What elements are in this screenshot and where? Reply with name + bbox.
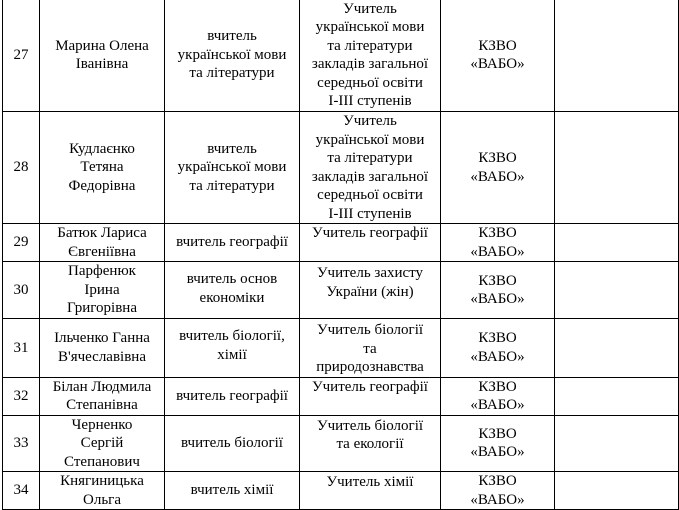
- full-name: Княгиницька Ольга: [40, 472, 165, 510]
- organization: КЗВО «ВАБО»: [441, 0, 555, 112]
- position: вчитель української мови та літератури: [165, 0, 300, 112]
- row-number: 29: [3, 224, 40, 262]
- position: вчитель біології: [165, 415, 300, 472]
- qualification: Учитель біології та природознавства: [300, 319, 441, 378]
- position: вчитель української мови та літератури: [165, 112, 300, 224]
- empty-cell: [555, 224, 679, 262]
- table-row: [3, 0, 679, 112]
- empty-cell: [555, 0, 679, 112]
- organization: КЗВО «ВАБО»: [441, 224, 555, 262]
- table-row: [3, 262, 679, 319]
- full-name: Кудлаєнко Тетяна Федорівна: [40, 112, 165, 224]
- full-name: Марина Олена Іванівна: [40, 0, 165, 112]
- empty-cell: [555, 112, 679, 224]
- position: вчитель біології, хімії: [165, 319, 300, 378]
- row-number: 31: [3, 319, 40, 378]
- qualification: Учитель географії: [300, 224, 441, 262]
- organization: КЗВО «ВАБО»: [441, 377, 555, 415]
- qualification: Учитель біології та екології: [300, 415, 441, 472]
- empty-cell: [555, 472, 679, 510]
- position: вчитель хімії: [165, 472, 300, 510]
- full-name: Ільченко Ганна В'ячеславівна: [40, 319, 165, 378]
- table-row: [3, 112, 679, 224]
- position: вчитель основ економіки: [165, 262, 300, 319]
- qualification: Учитель хімії: [300, 472, 441, 510]
- organization: КЗВО «ВАБО»: [441, 319, 555, 378]
- full-name: Парфенюк Ірина Григорівна: [40, 262, 165, 319]
- empty-cell: [555, 377, 679, 415]
- qualification: Учитель захисту України (жін): [300, 262, 441, 319]
- table-row: [3, 377, 679, 415]
- table-row: [3, 472, 679, 510]
- row-number: 32: [3, 377, 40, 415]
- full-name: Батюк Лариса Євгеніївна: [40, 224, 165, 262]
- organization: КЗВО «ВАБО»: [441, 415, 555, 472]
- row-number: 27: [3, 0, 40, 112]
- position: вчитель географії: [165, 224, 300, 262]
- empty-cell: [555, 262, 679, 319]
- qualification: Учитель української мови та літератури закладів загальної середньої освіти І-ІІІ ступенів: [300, 112, 441, 224]
- table-row: [3, 415, 679, 472]
- position: вчитель географії: [165, 377, 300, 415]
- table-row: [3, 319, 679, 378]
- organization: КЗВО «ВАБО»: [441, 472, 555, 510]
- row-number: 28: [3, 112, 40, 224]
- empty-cell: [555, 319, 679, 378]
- row-number: 33: [3, 415, 40, 472]
- table-row: [3, 224, 679, 262]
- organization: КЗВО «ВАБО»: [441, 262, 555, 319]
- qualification: Учитель української мови та літератури закладів загальної середньої освіти І-ІІІ ступенів: [300, 0, 441, 112]
- full-name: Черненко Сергій Степанович: [40, 415, 165, 472]
- empty-cell: [555, 415, 679, 472]
- row-number: 30: [3, 262, 40, 319]
- organization: КЗВО «ВАБО»: [441, 112, 555, 224]
- qualification: Учитель географії: [300, 377, 441, 415]
- staff-table: [2, 0, 679, 510]
- full-name: Білан Людмила Степанівна: [40, 377, 165, 415]
- row-number: 34: [3, 472, 40, 510]
